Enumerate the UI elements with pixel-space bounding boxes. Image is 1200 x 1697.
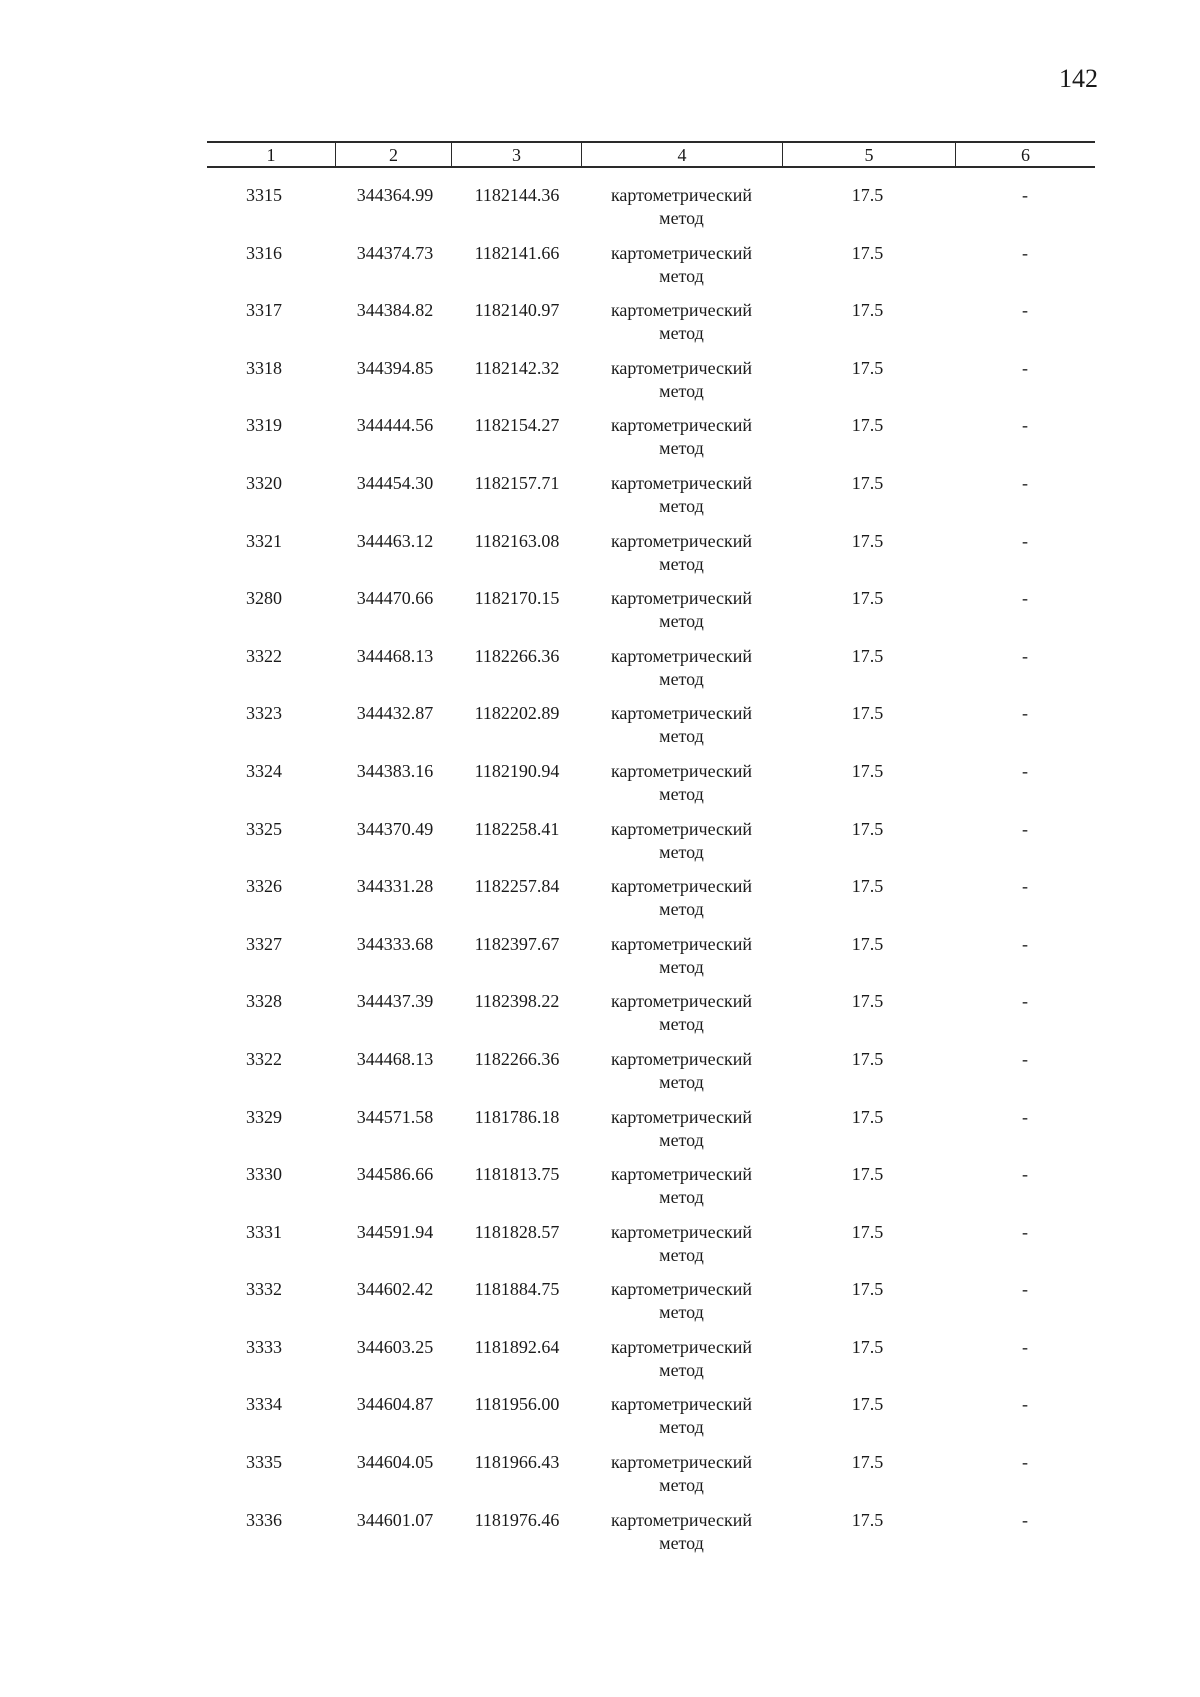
point-number-cell: 3321 bbox=[246, 530, 282, 551]
x-coordinate-cell: 344374.73 bbox=[356, 242, 434, 263]
y-coordinate-cell: 1181892.64 bbox=[474, 1336, 560, 1357]
method-line-2: метод bbox=[659, 1359, 704, 1380]
method-cell bbox=[581, 1451, 782, 1509]
table-row bbox=[207, 1509, 1095, 1567]
y-coordinate-cell: 1181976.46 bbox=[474, 1509, 560, 1530]
point-number-cell: 3317 bbox=[246, 300, 282, 321]
method-line-2: метод bbox=[659, 208, 704, 228]
method-cell bbox=[581, 990, 782, 1048]
method-line-2: метод bbox=[659, 265, 704, 286]
point-number-cell: 3327 bbox=[246, 933, 282, 954]
method-line-1: картометрический bbox=[610, 588, 753, 609]
point-number-cell: 3322 bbox=[246, 645, 282, 666]
y-coordinate-cell: 1182142.32 bbox=[474, 357, 560, 378]
error-cell: 17.5 bbox=[851, 415, 884, 436]
x-coordinate-cell: 344394.85 bbox=[356, 357, 434, 378]
column-header-2: 2 bbox=[335, 143, 451, 166]
method-line-1: картометрический bbox=[610, 1336, 753, 1357]
method-line-2: метод bbox=[659, 726, 704, 747]
y-coordinate-cell: 1181956.00 bbox=[474, 1394, 560, 1415]
error-cell: 17.5 bbox=[851, 760, 884, 781]
method-line-1: картометрический bbox=[610, 242, 753, 263]
y-coordinate-cell: 1182202.89 bbox=[474, 703, 560, 724]
y-coordinate-cell: 1182258.41 bbox=[474, 818, 560, 839]
y-coordinate-cell: 1181813.75 bbox=[474, 1164, 560, 1185]
x-coordinate-cell: 344468.13 bbox=[356, 645, 434, 666]
method-cell bbox=[581, 299, 782, 357]
method-line-1: картометрический bbox=[610, 472, 753, 493]
column-header-4: 4 bbox=[581, 143, 782, 166]
y-coordinate-cell: 1182257.84 bbox=[474, 876, 560, 897]
method-line-1: картометрический bbox=[610, 1394, 753, 1415]
method-line-1: картометрический bbox=[610, 991, 753, 1012]
point-number-cell: 3322 bbox=[246, 1048, 282, 1069]
method-line-1: картометрический bbox=[610, 415, 753, 436]
method-line-2: метод bbox=[659, 1302, 704, 1323]
method-line-2: метод bbox=[659, 1187, 704, 1208]
column-header-5: 5 bbox=[782, 143, 955, 166]
point-number-cell: 3329 bbox=[246, 1106, 282, 1127]
x-coordinate-cell: 344331.28 bbox=[356, 876, 434, 897]
table-row bbox=[207, 1048, 1095, 1106]
error-cell: 17.5 bbox=[851, 1106, 884, 1127]
method-line-1: картометрический bbox=[610, 1221, 753, 1242]
y-coordinate-cell: 1181828.57 bbox=[474, 1221, 560, 1242]
x-coordinate-cell: 344364.99 bbox=[356, 185, 434, 205]
method-cell bbox=[581, 184, 782, 242]
method-cell bbox=[581, 1163, 782, 1221]
error-cell: 17.5 bbox=[851, 1048, 884, 1069]
y-coordinate-cell: 1182170.15 bbox=[474, 588, 560, 609]
x-coordinate-cell: 344571.58 bbox=[356, 1106, 434, 1127]
y-coordinate-cell: 1182141.66 bbox=[474, 242, 560, 263]
table-row bbox=[207, 760, 1095, 818]
y-coordinate-cell: 1182157.71 bbox=[474, 472, 560, 493]
method-cell bbox=[581, 242, 782, 300]
error-cell: 17.5 bbox=[851, 472, 884, 493]
point-number-cell: 3335 bbox=[246, 1452, 282, 1473]
method-line-2: метод bbox=[659, 1129, 704, 1150]
method-line-1: картометрический bbox=[610, 185, 753, 205]
point-number-cell: 3336 bbox=[246, 1509, 282, 1530]
note-cell: - bbox=[1022, 1106, 1028, 1127]
x-coordinate-cell: 344432.87 bbox=[356, 703, 434, 724]
note-cell: - bbox=[1022, 242, 1028, 263]
x-coordinate-cell: 344383.16 bbox=[356, 760, 434, 781]
x-coordinate-cell: 344437.39 bbox=[356, 991, 434, 1012]
error-cell: 17.5 bbox=[851, 1279, 884, 1300]
method-cell bbox=[581, 1509, 782, 1567]
note-cell: - bbox=[1022, 645, 1028, 666]
point-number-cell: 3332 bbox=[246, 1279, 282, 1300]
note-cell: - bbox=[1022, 991, 1028, 1012]
method-line-2: метод bbox=[659, 323, 704, 344]
method-cell bbox=[581, 933, 782, 991]
error-cell: 17.5 bbox=[851, 357, 884, 378]
y-coordinate-cell: 1181786.18 bbox=[474, 1106, 560, 1127]
note-cell: - bbox=[1022, 1221, 1028, 1242]
error-cell: 17.5 bbox=[851, 645, 884, 666]
method-line-2: метод bbox=[659, 841, 704, 862]
point-number-cell: 3324 bbox=[246, 760, 282, 781]
point-number-cell: 3331 bbox=[246, 1221, 282, 1242]
table-row bbox=[207, 875, 1095, 933]
method-line-2: метод bbox=[659, 956, 704, 977]
table-row bbox=[207, 1106, 1095, 1164]
method-line-2: метод bbox=[659, 553, 704, 574]
table-body bbox=[207, 168, 1095, 1566]
table-row bbox=[207, 818, 1095, 876]
method-line-2: метод bbox=[659, 1244, 704, 1265]
error-cell: 17.5 bbox=[851, 991, 884, 1012]
note-cell: - bbox=[1022, 588, 1028, 609]
x-coordinate-cell: 344444.56 bbox=[356, 415, 434, 436]
method-line-1: картометрический bbox=[610, 703, 753, 724]
method-line-1: картометрический bbox=[610, 933, 753, 954]
point-number-cell: 3333 bbox=[246, 1336, 282, 1357]
method-line-2: метод bbox=[659, 668, 704, 689]
method-line-2: метод bbox=[659, 1475, 704, 1496]
note-cell: - bbox=[1022, 185, 1028, 205]
table-row bbox=[207, 990, 1095, 1048]
method-cell bbox=[581, 472, 782, 530]
point-number-cell: 3325 bbox=[246, 818, 282, 839]
error-cell: 17.5 bbox=[851, 588, 884, 609]
y-coordinate-cell: 1181884.75 bbox=[474, 1279, 560, 1300]
table-row bbox=[207, 1163, 1095, 1221]
x-coordinate-cell: 344463.12 bbox=[356, 530, 434, 551]
page-number: 142 bbox=[1059, 64, 1098, 93]
method-cell bbox=[581, 1221, 782, 1279]
error-cell: 17.5 bbox=[851, 1452, 884, 1473]
x-coordinate-cell: 344586.66 bbox=[356, 1164, 434, 1185]
method-line-1: картометрический bbox=[610, 1164, 753, 1185]
method-line-1: картометрический bbox=[610, 1048, 753, 1069]
method-line-2: метод bbox=[659, 380, 704, 401]
point-number-cell: 3328 bbox=[246, 991, 282, 1012]
y-coordinate-cell: 1182140.97 bbox=[474, 300, 560, 321]
error-cell: 17.5 bbox=[851, 876, 884, 897]
x-coordinate-cell: 344604.87 bbox=[356, 1394, 434, 1415]
point-number-cell: 3334 bbox=[246, 1394, 282, 1415]
x-coordinate-cell: 344601.07 bbox=[356, 1509, 434, 1530]
note-cell: - bbox=[1022, 933, 1028, 954]
x-coordinate-cell: 344454.30 bbox=[356, 472, 434, 493]
table-row bbox=[207, 933, 1095, 991]
table-row bbox=[207, 702, 1095, 760]
note-cell: - bbox=[1022, 1048, 1028, 1069]
method-cell bbox=[581, 818, 782, 876]
table-row bbox=[207, 530, 1095, 588]
point-number-cell: 3326 bbox=[246, 876, 282, 897]
note-cell: - bbox=[1022, 472, 1028, 493]
y-coordinate-cell: 1182266.36 bbox=[474, 645, 560, 666]
table-row bbox=[207, 242, 1095, 300]
error-cell: 17.5 bbox=[851, 1509, 884, 1530]
method-cell bbox=[581, 760, 782, 818]
column-header-1: 1 bbox=[266, 144, 276, 165]
method-cell bbox=[581, 1048, 782, 1106]
note-cell: - bbox=[1022, 760, 1028, 781]
table-row bbox=[207, 472, 1095, 530]
error-cell: 17.5 bbox=[851, 933, 884, 954]
y-coordinate-cell: 1181966.43 bbox=[474, 1452, 560, 1473]
note-cell: - bbox=[1022, 300, 1028, 321]
note-cell: - bbox=[1022, 1452, 1028, 1473]
x-coordinate-cell: 344604.05 bbox=[356, 1452, 434, 1473]
error-cell: 17.5 bbox=[851, 1221, 884, 1242]
y-coordinate-cell: 1182154.27 bbox=[474, 415, 560, 436]
point-number-cell: 3330 bbox=[246, 1164, 282, 1185]
point-number-cell: 3320 bbox=[246, 472, 282, 493]
method-cell bbox=[581, 1393, 782, 1451]
x-coordinate-cell: 344470.66 bbox=[356, 588, 434, 609]
method-cell bbox=[581, 645, 782, 703]
point-number-cell: 3280 bbox=[246, 588, 282, 609]
method-cell bbox=[581, 530, 782, 588]
method-line-1: картометрический bbox=[610, 1106, 753, 1127]
method-line-2: метод bbox=[659, 1417, 704, 1438]
note-cell: - bbox=[1022, 818, 1028, 839]
note-cell: - bbox=[1022, 703, 1028, 724]
note-cell: - bbox=[1022, 357, 1028, 378]
x-coordinate-cell: 344602.42 bbox=[356, 1279, 434, 1300]
table-row bbox=[207, 1278, 1095, 1336]
method-line-1: картометрический bbox=[610, 357, 753, 378]
note-cell: - bbox=[1022, 1164, 1028, 1185]
x-coordinate-cell: 344384.82 bbox=[356, 300, 434, 321]
x-coordinate-cell: 344468.13 bbox=[356, 1048, 434, 1069]
method-line-1: картометрический bbox=[610, 1452, 753, 1473]
note-cell: - bbox=[1022, 876, 1028, 897]
error-cell: 17.5 bbox=[851, 703, 884, 724]
method-cell bbox=[581, 414, 782, 472]
method-cell bbox=[581, 1106, 782, 1164]
y-coordinate-cell: 1182398.22 bbox=[474, 991, 560, 1012]
method-cell bbox=[581, 1336, 782, 1394]
method-line-2: метод bbox=[659, 611, 704, 632]
point-number-cell: 3316 bbox=[246, 242, 282, 263]
method-line-1: картометрический bbox=[610, 818, 753, 839]
error-cell: 17.5 bbox=[851, 818, 884, 839]
note-cell: - bbox=[1022, 1509, 1028, 1530]
table-row bbox=[207, 645, 1095, 703]
method-cell bbox=[581, 1278, 782, 1336]
method-line-2: метод bbox=[659, 438, 704, 459]
x-coordinate-cell: 344591.94 bbox=[356, 1221, 434, 1242]
method-line-1: картометрический bbox=[610, 876, 753, 897]
method-cell bbox=[581, 357, 782, 415]
error-cell: 17.5 bbox=[851, 1394, 884, 1415]
method-line-2: метод bbox=[659, 899, 704, 920]
table-row bbox=[207, 299, 1095, 357]
error-cell: 17.5 bbox=[851, 530, 884, 551]
point-number-cell: 3315 bbox=[246, 185, 282, 205]
y-coordinate-cell: 1182266.36 bbox=[474, 1048, 560, 1069]
x-coordinate-cell: 344603.25 bbox=[356, 1336, 434, 1357]
method-line-1: картометрический bbox=[610, 760, 753, 781]
x-coordinate-cell: 344333.68 bbox=[356, 933, 434, 954]
table-row bbox=[207, 587, 1095, 645]
table-row bbox=[207, 357, 1095, 415]
x-coordinate-cell: 344370.49 bbox=[356, 818, 434, 839]
coordinates-table bbox=[207, 141, 1095, 1566]
method-line-1: картометрический bbox=[610, 1509, 753, 1530]
error-cell: 17.5 bbox=[851, 1164, 884, 1185]
table-row bbox=[207, 184, 1095, 242]
method-line-2: метод bbox=[659, 1532, 704, 1553]
table-row bbox=[207, 1336, 1095, 1394]
method-cell bbox=[581, 587, 782, 645]
table-row bbox=[207, 1393, 1095, 1451]
note-cell: - bbox=[1022, 1394, 1028, 1415]
point-number-cell: 3323 bbox=[246, 703, 282, 724]
method-line-1: картометрический bbox=[610, 530, 753, 551]
error-cell: 17.5 bbox=[851, 1336, 884, 1357]
method-line-1: картометрический bbox=[610, 1279, 753, 1300]
y-coordinate-cell: 1182163.08 bbox=[474, 530, 560, 551]
note-cell: - bbox=[1022, 415, 1028, 436]
table-row bbox=[207, 1451, 1095, 1509]
point-number-cell: 3319 bbox=[246, 415, 282, 436]
column-header-6: 6 bbox=[955, 143, 1095, 166]
method-line-2: метод bbox=[659, 783, 704, 804]
method-line-2: метод bbox=[659, 1014, 704, 1035]
note-cell: - bbox=[1022, 1279, 1028, 1300]
method-line-2: метод bbox=[659, 495, 704, 516]
y-coordinate-cell: 1182190.94 bbox=[474, 760, 560, 781]
table-header bbox=[207, 141, 1095, 168]
table-row bbox=[207, 1221, 1095, 1279]
method-line-2: метод bbox=[659, 1071, 704, 1092]
method-cell bbox=[581, 702, 782, 760]
method-line-1: картометрический bbox=[610, 645, 753, 666]
note-cell: - bbox=[1022, 1336, 1028, 1357]
error-cell: 17.5 bbox=[851, 185, 884, 205]
point-number-cell: 3318 bbox=[246, 357, 282, 378]
error-cell: 17.5 bbox=[851, 242, 884, 263]
table-row bbox=[207, 414, 1095, 472]
column-header-3: 3 bbox=[451, 143, 581, 166]
note-cell: - bbox=[1022, 530, 1028, 551]
method-line-1: картометрический bbox=[610, 300, 753, 321]
y-coordinate-cell: 1182397.67 bbox=[474, 933, 560, 954]
y-coordinate-cell: 1182144.36 bbox=[474, 185, 560, 205]
error-cell: 17.5 bbox=[851, 300, 884, 321]
method-cell bbox=[581, 875, 782, 933]
